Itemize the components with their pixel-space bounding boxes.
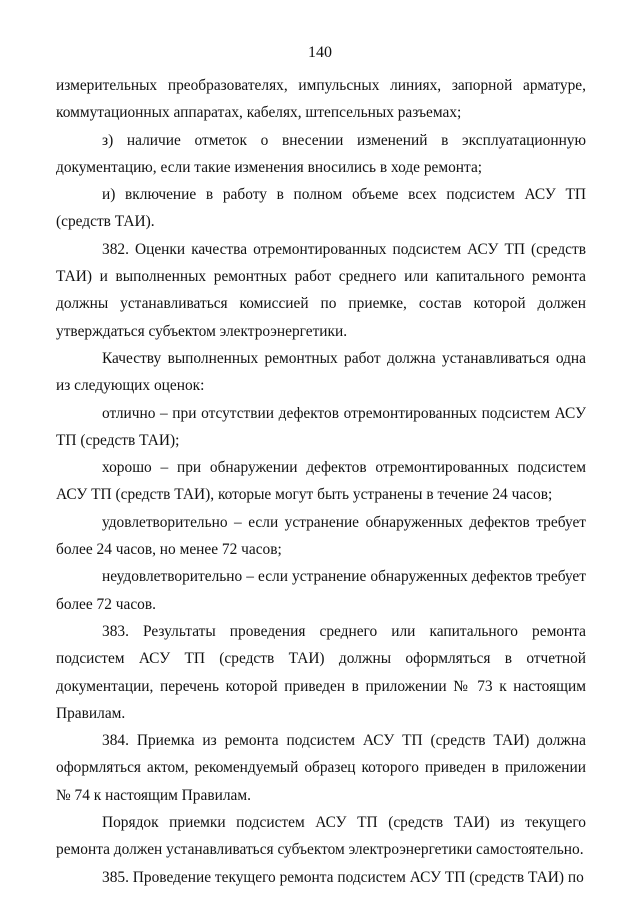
paragraph-item-i: и) включение в работу в полном объеме всех подсистем АСУ ТП (средств ТАИ). bbox=[56, 186, 586, 231]
document-body bbox=[56, 72, 586, 891]
paragraph-385: 385. Проведение текущего ремонта подсистем АСУ ТП (средств ТАИ) по bbox=[102, 868, 584, 886]
paragraph-383: 383. Результаты проведения среднего или капитального ремонта подсистем АСУ ТП (средств ТАИ) должны оформляться в отчетной документации, перечень которой приведен в приложении № 73 к настоящим Правилам. bbox=[56, 622, 586, 722]
paragraph-grade-good: хорошо – при обнаружении дефектов отремонтированных подсистем АСУ ТП (средств ТАИ), которые могут быть устранены в течение 24 часов; bbox=[56, 459, 586, 504]
paragraph-current-repair-acceptance: Порядок приемки подсистем АСУ ТП (средств ТАИ) из текущего ремонта должен устанавливаться субъектом электроэнергетики самостоятельно. bbox=[56, 814, 586, 859]
paragraph-grade-excellent: отлично – при отсутствии дефектов отремонтированных подсистем АСУ ТП (средств ТАИ); bbox=[56, 404, 586, 449]
paragraph-grade-unsatisfactory: неудовлетворительно – если устранение обнаруженных дефектов требует более 72 часов. bbox=[56, 568, 586, 613]
paragraph-quality-grades-intro: Качеству выполненных ремонтных работ должна устанавливаться одна из следующих оценок: bbox=[56, 349, 586, 395]
paragraph-item-z: з) наличие отметок о внесении изменений в эксплуатационную документацию, если такие изменения вносились в ходе ремонта; bbox=[56, 131, 586, 176]
paragraph-384: 384. Приемка из ремонта подсистем АСУ ТП (средств ТАИ) должна оформляться актом, рекомендуемый образец которого приведен в приложении № 74 к настоящим Правилам. bbox=[56, 732, 586, 804]
paragraph-continuation: измерительных преобразователях, импульсных линиях, запорной арматуре, коммутационных аппаратах, кабелях, штепсельных разъемах; bbox=[56, 77, 586, 122]
page-number: 140 bbox=[308, 44, 332, 61]
paragraph-grade-satisfactory: удовлетворительно – если устранение обнаруженных дефектов требует более 24 часов, но менее 72 часов; bbox=[56, 513, 586, 559]
paragraph-382: 382. Оценки качества отремонтированных подсистем АСУ ТП (средств ТАИ) и выполненных ремонтных работ среднего или капитального ремонта должны устанавливаться комиссией по приемке, состав которой должен утверждаться субъектом электроэнергетики. bbox=[56, 240, 586, 340]
